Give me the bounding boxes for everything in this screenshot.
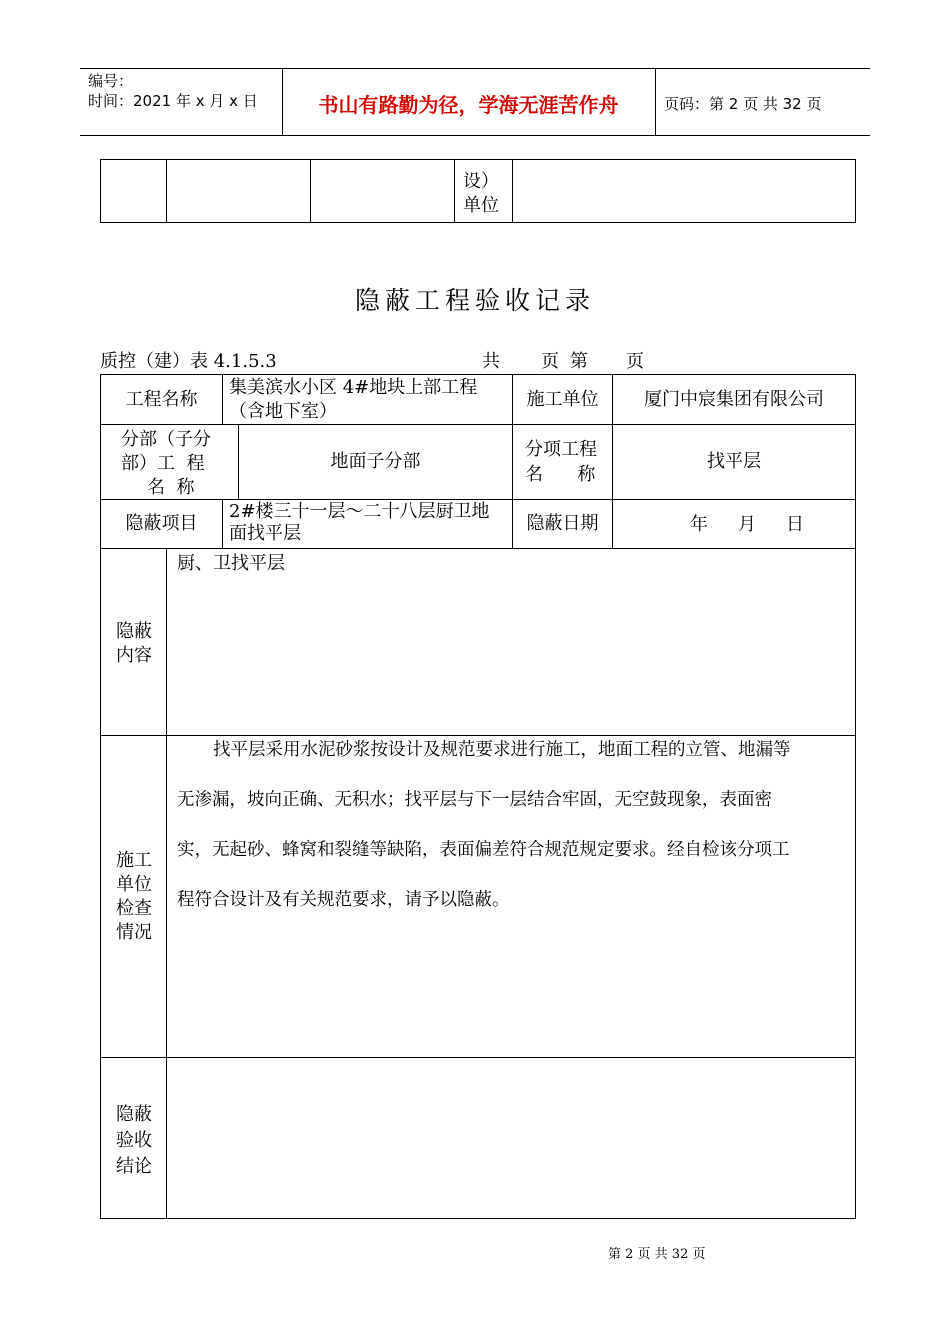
project-name-label: 工程名称 [100,374,222,424]
table-cell [512,159,856,223]
check-text-line: 找平层采用水泥砂浆按设计及规范要求进行施工，地面工程的立管、地漏等 [213,740,791,760]
conclusion-label-line: 验收 [116,1130,152,1151]
form-code: 质控（建）表 4.1.5.3 [100,351,277,372]
hidden-item-value [222,499,512,548]
item-label-line: 名 称 [525,464,596,485]
table-cell [310,159,454,223]
subdivision-label [100,424,238,499]
check-value [166,735,856,1057]
project-name-value [222,374,512,424]
conclusion-value [166,1057,856,1219]
item-label [512,424,612,499]
header-top-rule [80,68,870,69]
table-cell [454,159,512,223]
page-field-total-prefix: 共 [482,351,500,372]
header-bottom-rule [80,135,870,136]
check-label-line: 单位 [116,874,152,895]
page-footer: 第 2 页 共 32 页 [608,1247,706,1262]
project-name-line: （含地下室） [229,401,337,422]
date-month: 月 [738,514,756,535]
cell-text: 单位 [463,195,499,216]
content-text: 厨、卫找平层 [177,553,285,574]
hidden-item-line: 面找平层 [229,523,301,544]
conclusion-label-line: 隐蔽 [116,1104,152,1125]
date-day: 日 [786,514,804,535]
conclusion-label [100,1057,166,1219]
subdivision-label-line: 分部（子分 [121,429,211,450]
subdivision-label-line: 部）工 程 [121,453,205,474]
subdivision-label-line: 名 称 [147,477,195,498]
header-motto: 书山有路勤为径，学海无涯苦作舟 [318,93,619,117]
content-label [100,548,166,735]
construction-unit-label: 施工单位 [512,374,612,424]
page-field-current-prefix: 第 [570,351,588,372]
item-value: 找平层 [612,424,856,499]
check-text-line: 实，无起砂、蜂窝和裂缝等缺陷，表面偏差符合规范规定要求。经自检该分项工 [177,840,790,860]
conclusion-label-line: 结论 [116,1156,152,1177]
project-name-line: 集美滨水小区 4#地块上部工程 [229,377,478,398]
header-divider [655,68,656,135]
document-number-label: 编号： [88,72,134,90]
document-time-label: 时间：2021 年 x 月 x 日 [88,92,258,110]
page-title: 隐蔽工程验收记录 [354,286,595,315]
check-text-line: 无渗漏，坡向正确、无积水；找平层与下一层结合牢固，无空鼓现象，表面密 [177,790,772,810]
table-cell [166,159,310,223]
content-label-line: 隐蔽 [116,621,152,642]
hidden-item-line: 2#楼三十一层～二十八层厨卫地 [229,501,490,522]
item-label-line: 分项工程 [525,439,597,460]
cell-text: 设） [463,171,499,192]
check-text-line: 程符合设计及有关规范要求，请予以隐蔽。 [177,890,510,910]
page-field-current-suffix: 页 [626,351,644,372]
header-page-info: 页码：第 2 页 共 32 页 [664,95,822,113]
page-field-total-suffix: 页 [541,351,559,372]
check-label-line: 检查 [116,898,152,919]
hidden-date-value [612,499,856,548]
content-label-line: 内容 [116,645,152,666]
check-label [100,735,166,1057]
hidden-date-label: 隐蔽日期 [512,499,612,548]
construction-unit-value: 厦门中宸集团有限公司 [612,374,856,424]
table-cell [100,159,166,223]
content-value [166,548,856,735]
date-year: 年 [690,514,708,535]
subdivision-value: 地面子分部 [238,424,512,499]
hidden-item-label: 隐蔽项目 [100,499,222,548]
check-label-line: 情况 [116,922,152,943]
check-label-line: 施工 [116,850,152,871]
